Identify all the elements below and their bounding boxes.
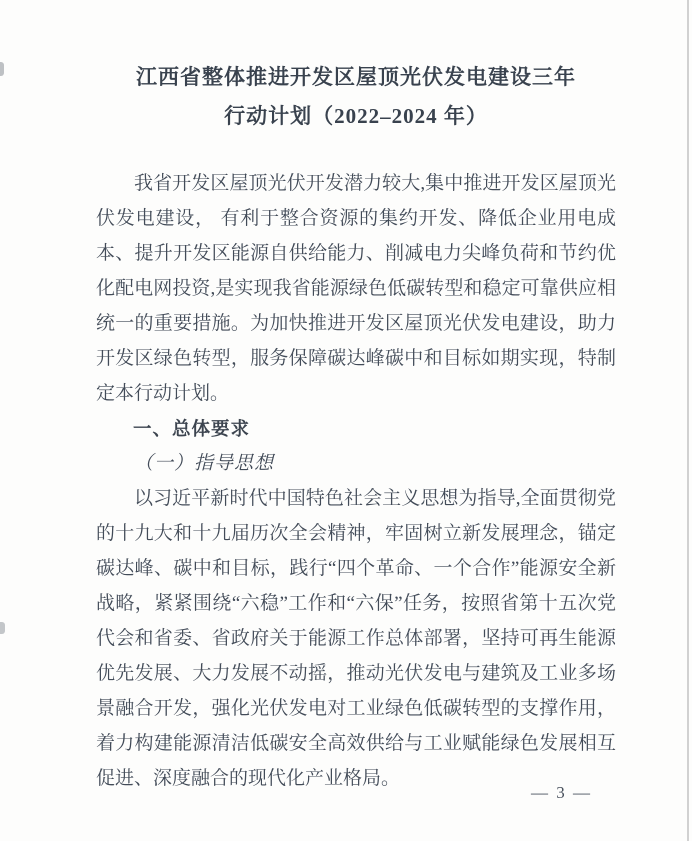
guiding-thought-paragraph: 以习近平新时代中国特色社会主义思想为指导,全面贯彻党的十九大和十九届历次全会精神，牢固树立新发展理念，锚定碳达峰、碳中和目标，践行“四个革命、一个合作”能源安全新战略，紧紧围绕“六稳”工作和“六保”任务，按照省第十五次党代会和省委、省政府关于能源工作总体部署，坚持可再生能源优先发展、大力发展不动摇，推动光伏发电与建筑及工业多场景融合开发，强化光伏发电对工业绿色低碳转型的支撑作用，着力构建能源清洁低碳安全高效供给与工业赋能绿色发展相互促进、深度融合的现代化产业格局。 [96, 488, 616, 789]
document-title [90, 58, 622, 136]
scan-artifact-smudge [0, 62, 4, 76]
section-heading-overall-requirements: 一、总体要求 [133, 418, 251, 439]
document-title-line2: 行动计划（2022–2024 年） [224, 104, 488, 128]
sub-heading-guiding-thought: （一）指导思想 [134, 453, 275, 474]
document-body [96, 166, 616, 796]
page-number: — 3 — [531, 783, 592, 802]
scan-artifact-smudge [0, 622, 5, 634]
document-title-line1: 江西省整体推进开发区屋顶光伏发电建设三年 [136, 65, 576, 89]
intro-paragraph: 我省开发区屋顶光伏开发潜力较大,集中推进开发区屋顶光伏发电建设， 有利于整合资源的集约开发、降低企业用电成本、提升开发区能源自供给能力、削减电力尖峰负荷和节约优化配电网投资,是实现我省能源绿色低碳转型和稳定可靠供应相统一的重要措施。为加快推进开发区屋顶光伏发电建设，助力开发区绿色转型，服务保障碳达峰碳中和目标如期实现，特制定本行动计划。 [96, 173, 616, 404]
scan-edge-line [687, 0, 689, 841]
